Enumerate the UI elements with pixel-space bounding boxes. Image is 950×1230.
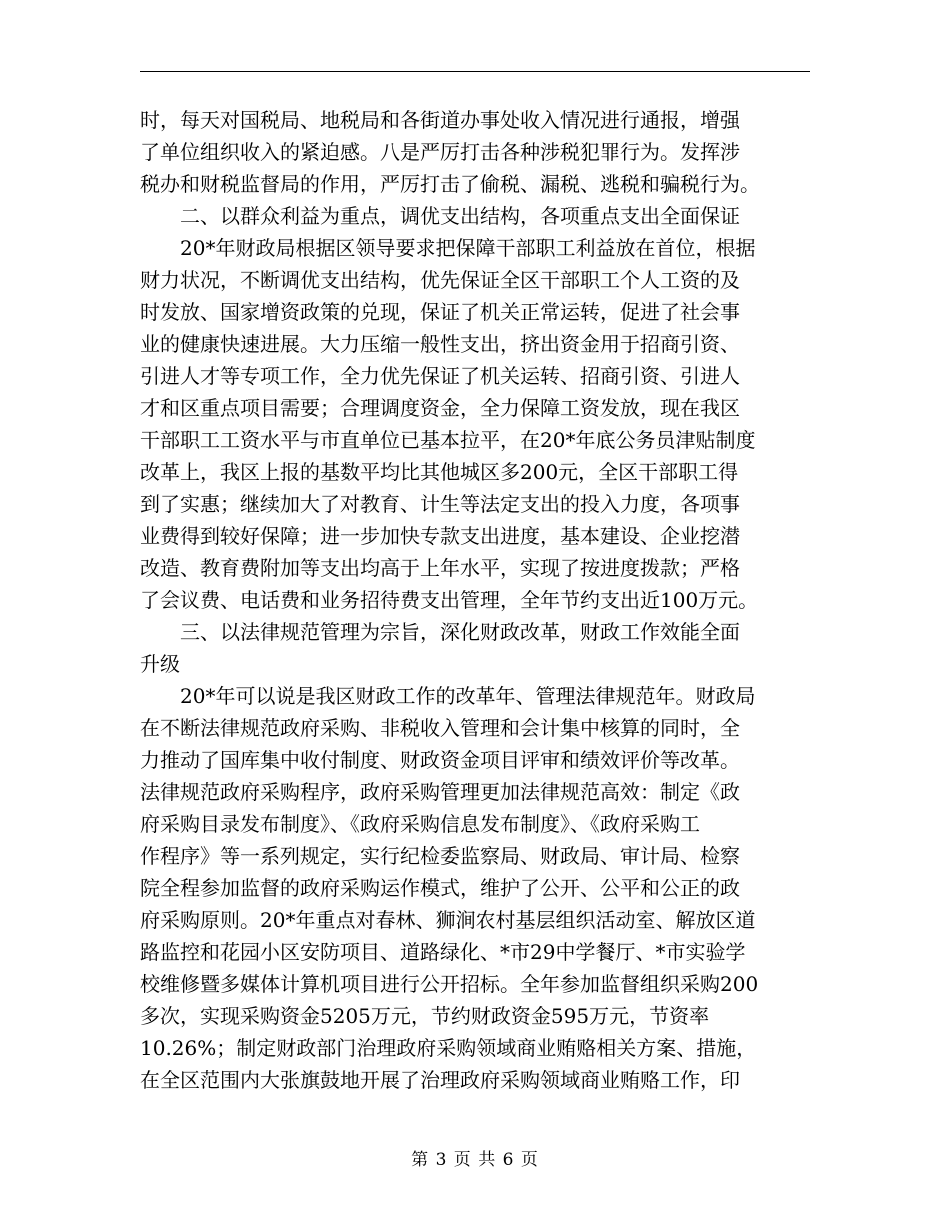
text-line: 引进人才等专项工作，全力优先保证了机关运转、招商引资、引进人 bbox=[140, 364, 740, 388]
text-line: 校维修暨多媒体计算机项目进行公开招标。全年参加监督组织采购200 bbox=[140, 972, 759, 996]
text-line: 力推动了国库集中收付制度、财政资金项目评审和绩效评价等改革。 bbox=[140, 748, 740, 772]
text-line: 改造、教育费附加等支出均高于上年水平，实现了按进度拨款；严格 bbox=[140, 556, 740, 580]
text-line: 才和区重点项目需要；合理调度资金，全力保障工资发放，现在我区 bbox=[140, 396, 740, 420]
text-line: 作程序》等一系列规定，实行纪检委监察局、财政局、审计局、检察 bbox=[140, 844, 740, 868]
text-line: 税办和财税监督局的作用，严厉打击了偷税、漏税、逃税和骗税行为。 bbox=[140, 172, 760, 196]
text-line: 法律规范政府采购程序，政府采购管理更加法律规范高效：制定《政 bbox=[140, 780, 740, 804]
text-line: 财力状况，不断调优支出结构，优先保证全区干部职工个人工资的及 bbox=[140, 268, 740, 292]
text-line: 多次，实现采购资金5205万元，节约财政资金595万元，节资率 bbox=[140, 1004, 710, 1028]
text-line: 到了实惠；继续加大了对教育、计生等法定支出的投入力度，各项事 bbox=[140, 492, 740, 516]
text-line: 干部职工工资水平与市直单位已基本拉平，在20*年底公务员津贴制度 bbox=[140, 428, 756, 452]
header-rule bbox=[140, 71, 810, 72]
text-line: 了会议费、电话费和业务招待费支出管理，全年节约支出近100万元。 bbox=[140, 588, 759, 612]
text-line: 了单位组织收入的紧迫感。八是严厉打击各种涉税犯罪行为。发挥涉 bbox=[140, 140, 740, 164]
section-heading-continued: 升级 bbox=[140, 652, 180, 676]
section-heading: 三、以法律规范管理为宗旨，深化财政改革，财政工作效能全面 bbox=[140, 620, 740, 644]
text-line: 20*年可以说是我区财政工作的改革年、管理法律规范年。财政局 bbox=[140, 684, 756, 708]
text-line: 院全程参加监督的政府采购运作模式，维护了公开、公平和公正的政 bbox=[140, 876, 740, 900]
text-line: 业费得到较好保障；进一步加快专款支出进度，基本建设、企业挖潜 bbox=[140, 524, 740, 548]
text-line: 府采购原则。20*年重点对春林、狮涧农村基层组织活动室、解放区道 bbox=[140, 908, 756, 932]
text-line: 府采购目录发布制度》、《政府采购信息发布制度》、《政府采购工 bbox=[140, 812, 700, 836]
text-line: 时发放、国家增资政策的兑现，保证了机关正常运转，促进了社会事 bbox=[140, 300, 740, 324]
text-line: 在不断法律规范政府采购、非税收入管理和会计集中核算的同时，全 bbox=[140, 716, 740, 740]
text-line: 业的健康快速进展。大力压缩一般性支出，挤出资金用于招商引资、 bbox=[140, 332, 740, 356]
text-line: 路监控和花园小区安防项目、道路绿化、*市29中学餐厅、*市实验学 bbox=[140, 940, 746, 964]
page-number-footer: 第 3 页 共 6 页 bbox=[411, 1150, 539, 1170]
text-line: 10.26%；制定财政部门治理政府采购领域商业贿赂相关方案、措施， bbox=[140, 1036, 757, 1060]
section-heading: 二、以群众利益为重点，调优支出结构，各项重点支出全面保证 bbox=[140, 204, 740, 228]
text-line: 时，每天对国税局、地税局和各街道办事处收入情况进行通报，增强 bbox=[140, 108, 740, 132]
text-line: 20*年财政局根据区领导要求把保障干部职工利益放在首位，根据 bbox=[140, 236, 756, 260]
text-line: 在全区范围内大张旗鼓地开展了治理政府采购领域商业贿赂工作，印 bbox=[140, 1068, 740, 1092]
body-text bbox=[140, 104, 810, 1096]
text-line: 改革上，我区上报的基数平均比其他城区多200元，全区干部职工得 bbox=[140, 460, 739, 484]
